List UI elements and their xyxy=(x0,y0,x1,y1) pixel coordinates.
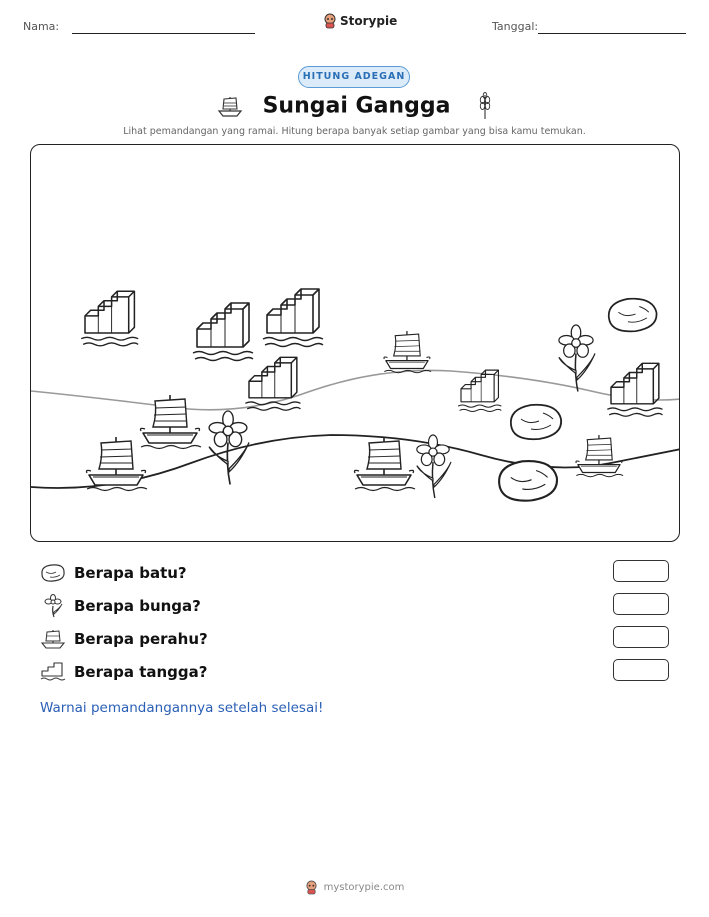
boat-5[interactable] xyxy=(576,435,623,477)
answer-box-stones[interactable] xyxy=(613,560,669,582)
footer xyxy=(0,880,709,895)
boat-icon xyxy=(40,628,66,650)
date-line[interactable] xyxy=(538,33,686,34)
question-steps-text: Berapa tangga? xyxy=(74,663,208,681)
question-flowers-text: Berapa bunga? xyxy=(74,597,201,615)
steps-6[interactable] xyxy=(607,363,662,416)
date-label: Tanggal: xyxy=(492,20,539,33)
boat-4[interactable] xyxy=(355,437,416,491)
stone-icon xyxy=(40,563,66,583)
boat-1[interactable] xyxy=(384,331,431,373)
question-steps xyxy=(40,660,207,684)
steps-5[interactable] xyxy=(458,370,501,411)
title-text: Sungai Gangga xyxy=(262,93,451,119)
steps-1[interactable] xyxy=(81,291,138,346)
boat-2[interactable] xyxy=(141,395,202,449)
boat-icon xyxy=(217,94,243,118)
steps-2[interactable] xyxy=(193,303,253,361)
question-stones-text: Berapa batu? xyxy=(74,564,187,582)
brand-logo xyxy=(323,13,397,29)
steps-3[interactable] xyxy=(263,289,323,347)
answer-box-steps[interactable] xyxy=(613,659,669,681)
name-label: Nama: xyxy=(23,20,60,33)
scene-panel xyxy=(30,144,680,542)
question-boats xyxy=(40,627,208,651)
flower-icon xyxy=(40,594,66,618)
question-flowers xyxy=(40,594,201,618)
steps-4[interactable] xyxy=(245,357,300,410)
river-scene xyxy=(31,145,680,542)
answer-box-flowers[interactable] xyxy=(613,593,669,615)
instructions: Lihat pemandangan yang ramai. Hitung berapa banyak setiap gambar yang bisa kamu temukan. xyxy=(123,126,586,137)
answer-box-boats[interactable] xyxy=(613,626,669,648)
wheat-icon xyxy=(478,92,492,120)
stone-3[interactable] xyxy=(499,461,557,501)
mascot-icon xyxy=(305,880,318,895)
mascot-icon xyxy=(323,13,337,29)
question-stones xyxy=(40,561,187,585)
stone-2[interactable] xyxy=(511,405,561,439)
stone-1[interactable] xyxy=(609,299,657,332)
boat-3[interactable] xyxy=(87,437,148,491)
steps-icon xyxy=(40,661,66,683)
coloring-note: Warnai pemandangannya setelah selesai! xyxy=(40,700,324,716)
brand-name: Storypie xyxy=(340,14,398,28)
question-boats-text: Berapa perahu? xyxy=(74,630,208,648)
activity-badge: HITUNG ADEGAN xyxy=(298,66,410,88)
footer-url[interactable]: mystorypie.com xyxy=(323,882,405,893)
page-title xyxy=(0,92,709,120)
flower-3[interactable] xyxy=(417,435,451,498)
flower-1[interactable] xyxy=(559,325,595,392)
name-line[interactable] xyxy=(72,33,255,34)
